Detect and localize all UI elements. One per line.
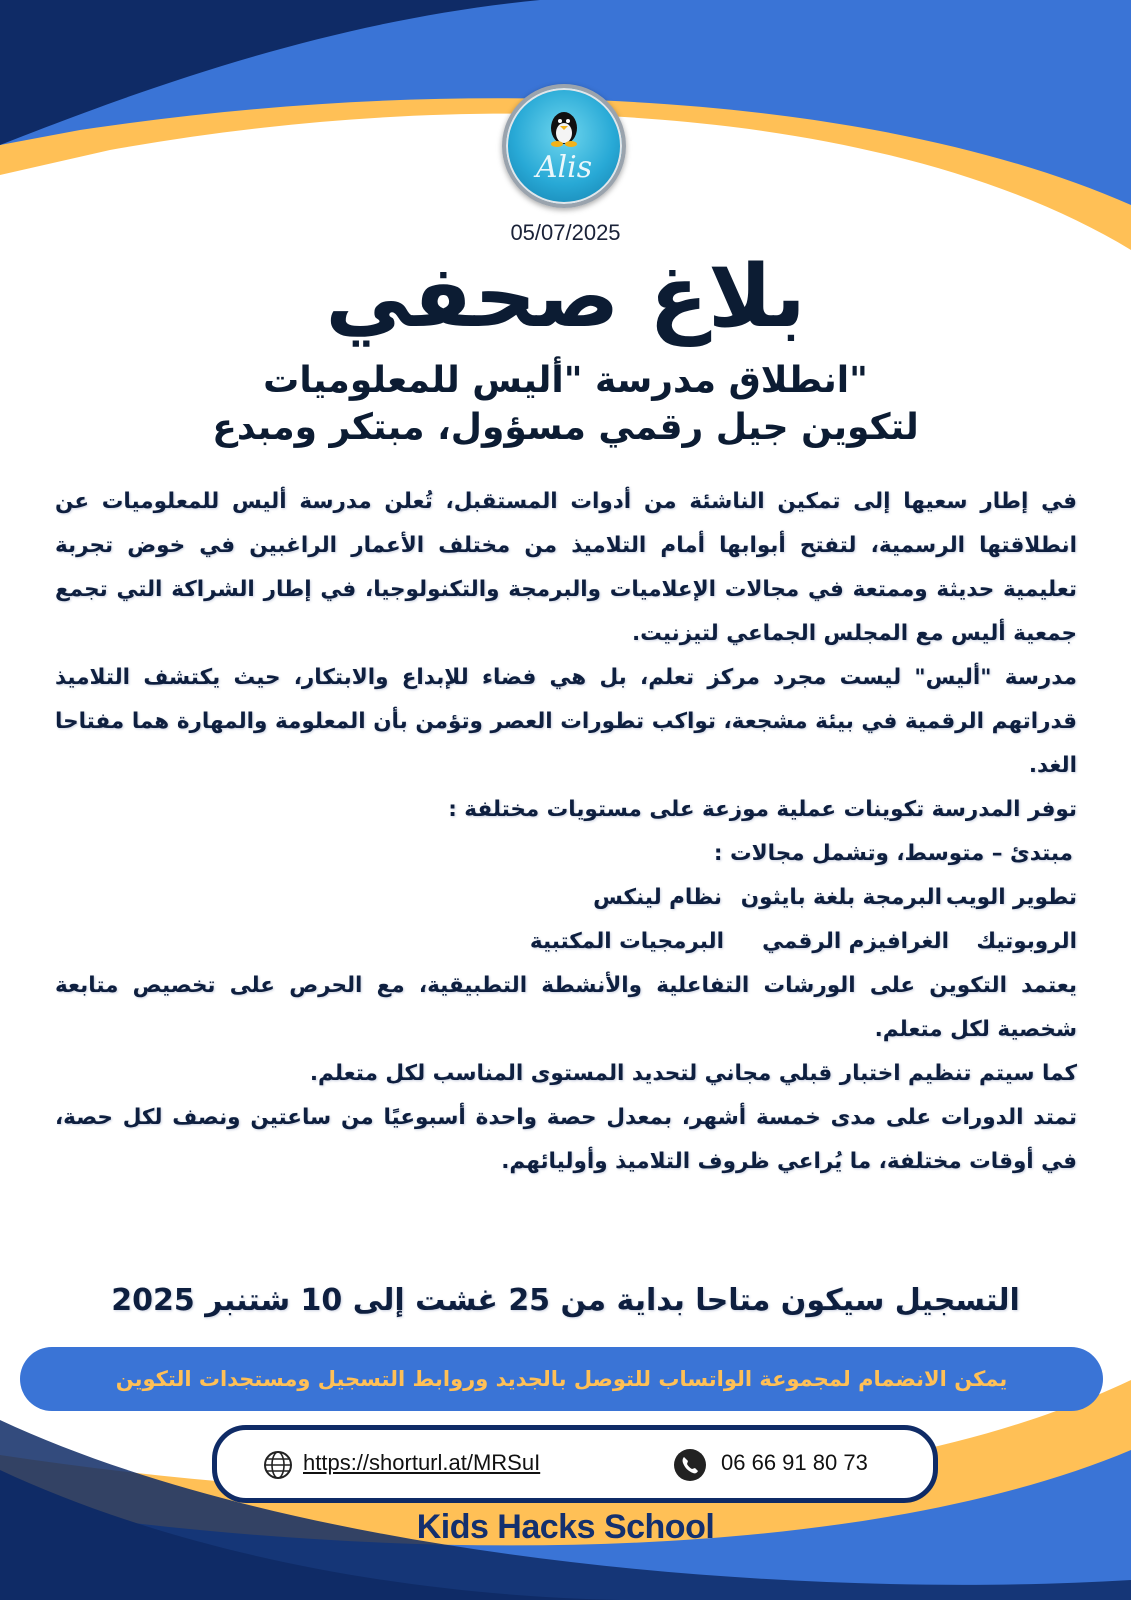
paragraph-method: يعتمد التكوين على الورشات التفاعلية والأنشطة التطبيقية، مع الحرص على تخصيص متابعة شخصية لكل متعلم. [55, 973, 1077, 1042]
globe-icon [263, 1450, 293, 1480]
logo-text: Alis [535, 150, 593, 185]
field-robotics: الروبوتيك [976, 929, 1077, 954]
field-office: البرمجيات المكتبية [529, 929, 724, 954]
field-python: البرمجة بلغة بايثون [740, 885, 942, 910]
brand-name: Kids Hacks School [416, 1508, 715, 1546]
paragraph-test: كما سيتم تنظيم اختبار قبلي مجاني لتحديد المستوى المناسب لكل متعلم. [309, 1061, 1077, 1086]
registration-notice: التسجيل سيكون متاحا بداية من 25 غشت إلى 10 شتنبر 2025 [111, 1283, 1020, 1318]
school-logo [502, 84, 626, 208]
penguin-icon [506, 88, 622, 204]
press-release-body [55, 480, 1077, 1184]
phone-icon [673, 1448, 707, 1482]
whatsapp-banner-text: يمكن الانضمام لمجموعة الواتساب للتوصل بالجديد وروابط التسجيل ومستجدات التكوين [115, 1367, 1008, 1391]
field-web: تطوير الويب [945, 885, 1077, 910]
field-graphics: الغرافيزم الرقمي [762, 929, 949, 954]
website-link[interactable]: https://shorturl.at/MRSuI [303, 1450, 541, 1475]
paragraph-intro: في إطار سعيها إلى تمكين الناشئة من أدوات المستقبل، تُعلن مدرسة أليس للمعلوميات عن انطلاقتها الرسمية، لتفتح أبوابها أمام التلاميذ من مختلف الأعمار الراغبين في خوض تجربة تعليمية حديثة وممتعة في مجالات الإعلاميات والبرمجة والتكنولوجيا، في إطار الشراكة التي تجمع جمعية أليس مع المجلس الجماعي لتيزنيت. [55, 489, 1077, 646]
subtitle-line-2: لتكوين جيل رقمي مسؤول، مبتكر ومبدع [212, 406, 919, 448]
press-release-date: 05/07/2025 [510, 220, 621, 245]
fields-row-1 [55, 876, 1077, 920]
contact-box [212, 1425, 938, 1503]
trainings-intro: توفر المدرسة تكوينات عملية موزعة على مستويات مختلفة : [448, 797, 1077, 822]
phone-number[interactable]: 06 66 91 80 73 [721, 1450, 868, 1475]
subtitle [60, 358, 1071, 452]
paragraph-about: مدرسة "أليس" ليست مجرد مركز تعلم، بل هي فضاء للإبداع والابتكار، حيث يكتشف التلاميذ قدراتهم الرقمية في بيئة مشجعة، تواكب تطورات العصر وتؤمن بأن المعلومة والمهارة هما مفتاحا الغد. [55, 665, 1077, 778]
whatsapp-banner [20, 1347, 1103, 1411]
paragraph-duration: تمتد الدورات على مدى خمسة أشهر، بمعدل حصة واحدة أسبوعيًا من ساعتين ونصف لكل حصة، في أوقات مختلفة، ما يُراعي ظروف التلاميذ وأوليائهم. [55, 1105, 1077, 1174]
field-linux: نظام لينكس [593, 885, 722, 910]
levels-line: مبتدئ – متوسط، وتشمل مجالات : [713, 841, 1073, 866]
page-title: بلاغ صحفي [325, 247, 806, 347]
subtitle-line-1: انطلاق مدرسة "أليس للمعلوميات" [263, 360, 868, 401]
fields-row-2 [55, 920, 1077, 964]
